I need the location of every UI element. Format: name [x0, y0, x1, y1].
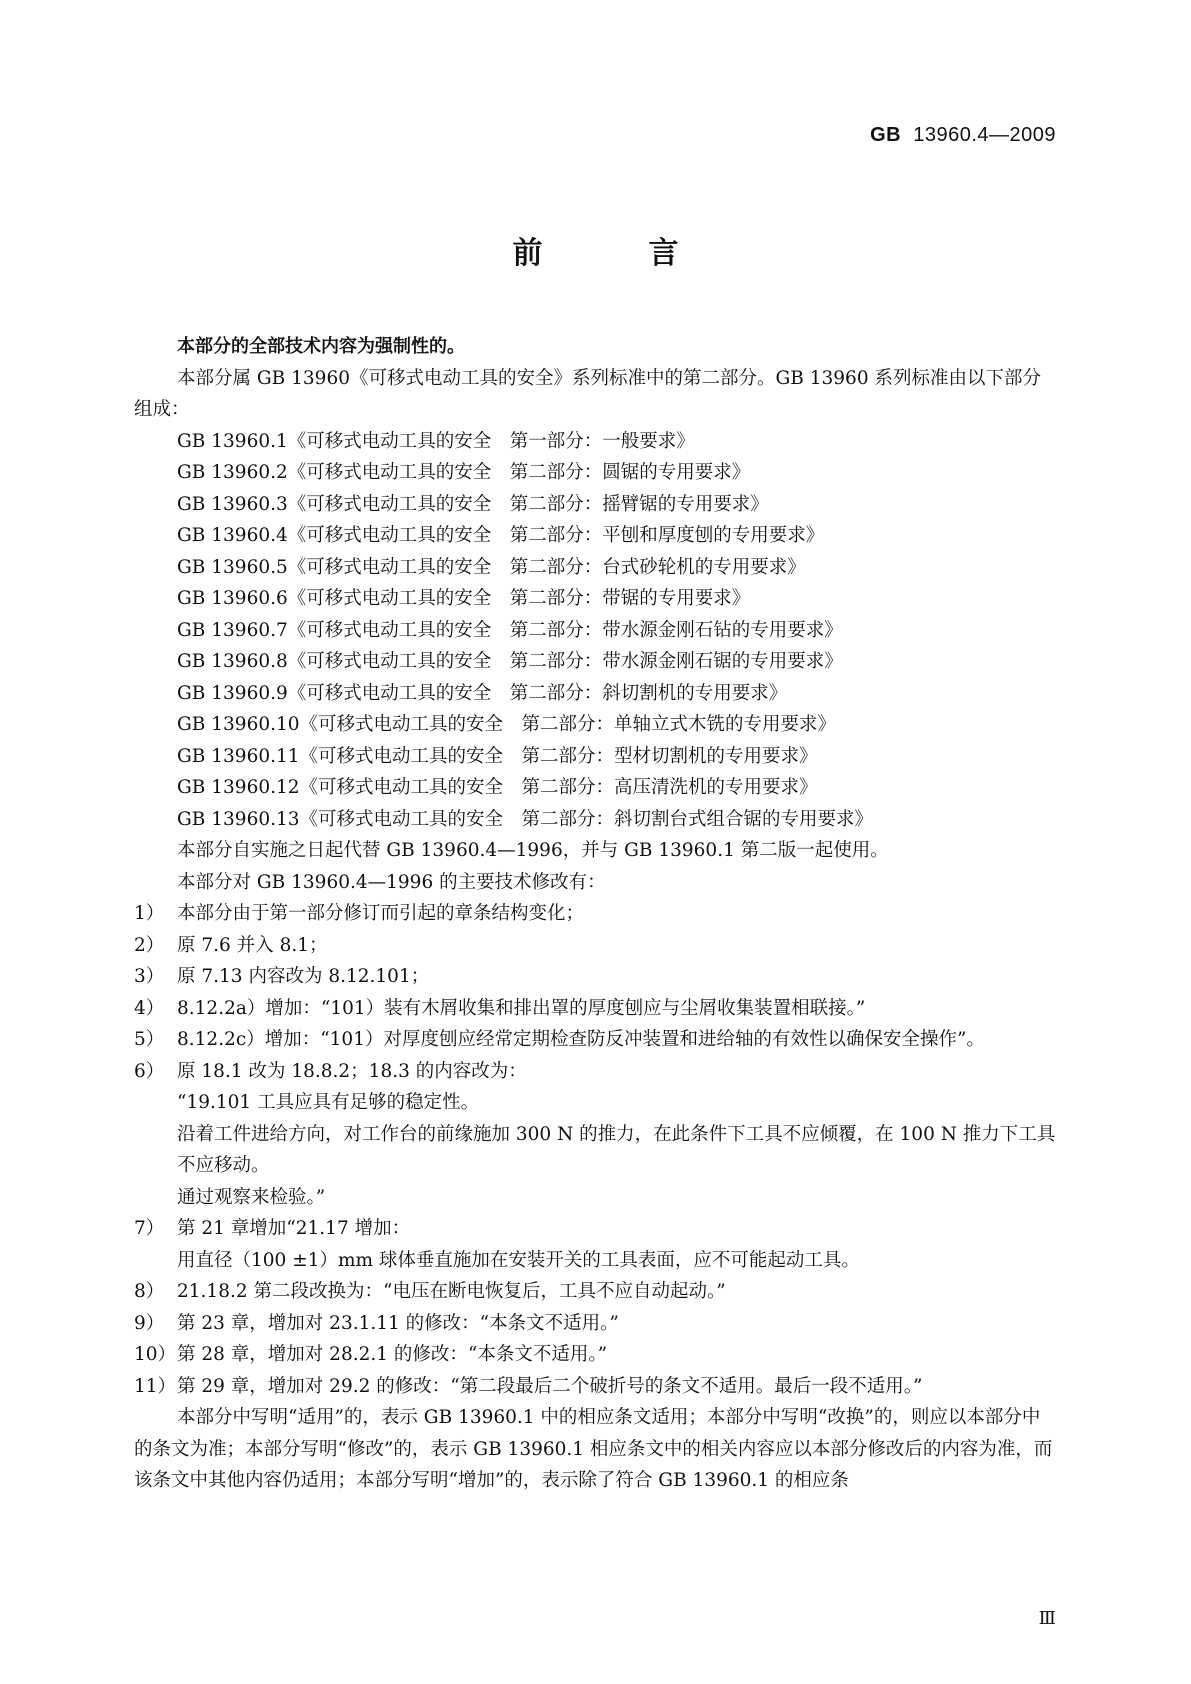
change-line: 原 7.6 并入 8.1；	[177, 934, 328, 956]
change-line: 第 21 章增加“21.17 增加：	[177, 1218, 411, 1239]
change-line: 第 28 章，增加对 28.2.1 的修改：“本条文不适用。”	[177, 1344, 608, 1365]
change-line: 原 18.1 改为 18.8.2；18.3 的内容改为：	[177, 1060, 527, 1082]
change-number: 11）	[134, 1375, 177, 1397]
change-text	[177, 1276, 1058, 1308]
change-line: 第 29 章，增加对 29.2 的修改：“第二段最后二个破折号的条文不适用。最后一段不适用。”	[177, 1375, 923, 1397]
change-item	[134, 1024, 1058, 1056]
part-item: GB 13960.2《可移式电动工具的安全 第二部分：圆锯的专用要求》	[177, 462, 751, 483]
change-item	[134, 961, 1058, 993]
part-item: GB 13960.13《可移式电动工具的安全 第二部分：斜切割台式组合锯的专用要求》	[177, 808, 874, 830]
standard-code	[870, 124, 1056, 147]
change-text	[177, 993, 1058, 1025]
part-item: GB 13960.5《可移式电动工具的安全 第二部分：台式砂轮机的专用要求》	[177, 556, 806, 578]
change-number: 9）	[134, 1312, 165, 1334]
change-number: 2）	[134, 934, 165, 956]
part-item: GB 13960.1《可移式电动工具的安全 第一部分：一般要求》	[177, 430, 695, 452]
change-text	[177, 1371, 1058, 1403]
part-item: GB 13960.3《可移式电动工具的安全 第二部分：摇臂锯的专用要求》	[177, 493, 769, 515]
foreword-body	[134, 331, 1058, 1497]
change-text	[177, 1056, 1058, 1214]
change-line: 8.12.2c）增加：“101）对厚度刨应经常定期检查防反冲装置和进给轴的有效性以确保安全操作”。	[177, 1029, 985, 1050]
replace-statement: 本部分自实施之日起代替 GB 13960.4—1996，并与 GB 13960.1 第二版一起使用。	[177, 840, 889, 861]
part-item: GB 13960.8《可移式电动工具的安全 第二部分：带水源金刚石锯的专用要求》	[177, 651, 843, 672]
change-text	[177, 898, 1058, 930]
change-line: 第 23 章，增加对 23.1.11 的修改：“本条文不适用。”	[177, 1312, 619, 1334]
change-line: “19.101 工具应具有足够的稳定性。	[177, 1092, 480, 1113]
change-number: 1）	[134, 903, 165, 924]
change-number: 8）	[134, 1281, 165, 1302]
part-item: GB 13960.7《可移式电动工具的安全 第二部分：带水源金刚石钻的专用要求》	[177, 619, 843, 641]
change-text	[177, 1024, 1058, 1056]
series-intro: 本部分属 GB 13960《可移式电动工具的安全》系列标准中的第二部分。GB 13960 系列标准由以下部分组成：	[134, 367, 1041, 420]
change-number: 7）	[134, 1218, 165, 1239]
change-line: 本部分由于第一部分修订而引起的章条结构变化；	[177, 903, 585, 924]
change-line: 沿着工件进给方向，对工作台的前缘施加 300 N 的推力，在此条件下工具不应倾覆，在 100 N 推力下工具不应移动。	[177, 1123, 1056, 1176]
change-item	[134, 1276, 1058, 1308]
change-text	[177, 1213, 1058, 1276]
part-item: GB 13960.9《可移式电动工具的安全 第二部分：斜切割机的专用要求》	[177, 682, 788, 704]
part-item: GB 13960.4《可移式电动工具的安全 第二部分：平刨和厚度刨的专用要求》	[177, 525, 825, 546]
part-item: GB 13960.12《可移式电动工具的安全 第二部分：高压清洗机的专用要求》	[177, 777, 818, 798]
change-number: 3）	[134, 966, 165, 987]
change-number: 4）	[134, 997, 165, 1019]
standard-code-number: 13960.4—2009	[913, 124, 1056, 146]
change-item	[134, 1308, 1058, 1340]
change-line: 21.18.2 第二段改换为：“电压在断电恢复后，工具不应自动起动。”	[177, 1281, 726, 1302]
change-item	[134, 1213, 1058, 1276]
part-item: GB 13960.6《可移式电动工具的安全 第二部分：带锯的专用要求》	[177, 588, 751, 609]
change-text	[177, 1308, 1058, 1340]
change-line: 8.12.2a）增加：“101）装有木屑收集和排出罩的厚度刨应与尘屑收集装置相联接。”	[177, 997, 866, 1019]
parts-list	[134, 426, 1058, 836]
mandatory-statement: 本部分的全部技术内容为强制性的。	[177, 336, 465, 357]
change-text	[177, 961, 1058, 993]
change-text	[177, 930, 1058, 962]
change-item	[134, 1371, 1058, 1403]
part-item: GB 13960.11《可移式电动工具的安全 第二部分：型材切割机的专用要求》	[177, 745, 818, 767]
change-line: 通过观察来检验。”	[177, 1186, 326, 1208]
part-item: GB 13960.10《可移式电动工具的安全 第二部分：单轴立式木铣的专用要求》	[177, 714, 837, 735]
change-item	[134, 898, 1058, 930]
change-text	[177, 1339, 1058, 1371]
page-title: 前 言	[512, 236, 717, 271]
change-item	[134, 993, 1058, 1025]
standard-code-prefix: GB	[870, 124, 902, 146]
change-number: 6）	[134, 1060, 165, 1082]
changes-intro: 本部分对 GB 13960.4—1996 的主要技术修改有：	[177, 871, 606, 893]
change-number: 10）	[134, 1344, 177, 1365]
change-line: 原 7.13 内容改为 8.12.101；	[177, 966, 430, 987]
change-item	[134, 930, 1058, 962]
change-line: 用直径（100 ±1）mm 球体垂直施加在安装开关的工具表面，应不可能起动工具。	[177, 1249, 860, 1271]
change-number: 5）	[134, 1029, 165, 1050]
closing-paragraph: 本部分中写明“适用”的，表示 GB 13960.1 中的相应条文适用；本部分中写明“改换”的，则应以本部分中的条文为准；本部分写明“修改”的，表示 GB 13960.1 相应条文中的相关内容应以本部分修改后的内容为准，而该条文中其他内容仍适用；本部分写明“增加”的，表示除了符合 GB 13960.1 的相应条	[134, 1407, 1053, 1491]
page-number: Ⅲ	[1038, 1608, 1056, 1629]
changes-list	[134, 898, 1058, 1402]
change-item	[134, 1056, 1058, 1214]
change-item	[134, 1339, 1058, 1371]
